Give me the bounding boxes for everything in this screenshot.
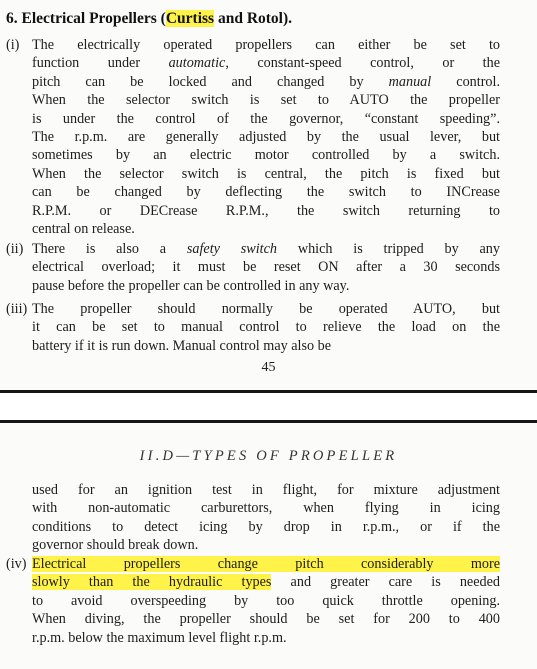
text-line: governor should break down. <box>32 537 199 554</box>
text-line: central on release. <box>32 221 135 238</box>
text-line: used for an ignition test in flight, for mixture adjustment <box>32 482 500 498</box>
text-line: The propeller should normally be operated AUTO, but <box>32 301 500 317</box>
section-title-text: Electrical Propellers (Curtiss and Rotol). <box>21 10 293 27</box>
text-line: it can be set to manual control to relieve the load on the <box>32 319 500 336</box>
paragraph-body <box>32 240 500 295</box>
paragraph-number: (ii) <box>6 241 24 257</box>
paragraph-number: (iv) <box>6 556 27 572</box>
text-line: pause before the propeller can be controlled in any way. <box>32 277 350 294</box>
paragraph-body <box>32 555 500 647</box>
paragraph-body <box>32 300 500 355</box>
paragraph-number: (i) <box>6 37 20 53</box>
paragraph-number: (iii) <box>6 301 28 317</box>
text-line: R.P.M. or DECrease R.P.M., the switch returning to <box>32 202 500 219</box>
text-line: r.p.m. below the maximum level flight r.p.m. <box>32 629 287 646</box>
section-number: 6. <box>6 10 18 27</box>
paragraph-body <box>32 481 500 555</box>
text-line: function under automatic, constant-speed control, or the <box>32 55 500 72</box>
text-line: sometimes by an electric motor controlled by a switch. <box>32 147 500 164</box>
text-line <box>32 555 500 573</box>
text-line: When the selector switch is set to AUTO the propeller <box>32 92 500 109</box>
running-head: II.D—TYPES OF PROPELLER <box>139 448 398 464</box>
text-line: The r.p.m. are generally adjusted by the usual lever, but <box>32 129 500 146</box>
text-line: with non-automatic carburettors, when flying in icing <box>32 500 500 517</box>
highlight-curtiss: Curtiss <box>165 10 215 27</box>
italic-term: automatic <box>168 55 226 72</box>
bottom-page <box>0 420 537 669</box>
text-line: When the selector switch is central, the pitch is fixed but <box>32 165 500 182</box>
italic-term: safety switch <box>186 241 278 257</box>
text-line: conditions to detect icing by drop in r.p.m., or if the <box>32 518 500 535</box>
highlight-electrical-propellers: Electrical propellers change pitch considerably more <box>32 556 500 572</box>
page-separator <box>0 390 537 420</box>
paragraph-body <box>32 36 500 238</box>
text-line: When diving, the propeller should be set for 200 to 400 <box>32 611 500 628</box>
text-line: There is also a safety switch which is tripped by any <box>32 241 500 257</box>
text-line: can be changed by deflecting the switch to INCrease <box>32 184 500 201</box>
text-line: is under the control of the governor, “constant speeding”. <box>32 110 500 127</box>
text-line: electrical overload; it must be reset ON after a 30 seconds <box>32 259 500 276</box>
text-line: to avoid overspeeding by too quick throttle opening. <box>32 592 500 609</box>
highlight-hydraulic-types: slowly than the hydraulic types <box>32 574 272 591</box>
section-title <box>6 9 292 29</box>
italic-term: manual <box>388 73 432 90</box>
text-line: battery if it is run down. Manual control may also be <box>32 337 332 354</box>
text-line: The electrically operated propellers can either be set to <box>32 37 500 53</box>
paragraph-iv-rest <box>32 592 500 647</box>
page-number: 45 <box>261 360 276 375</box>
text-line: slowly than the hydraulic types and greater care is needed <box>32 574 500 591</box>
text-line: pitch can be locked and changed by manual control. <box>32 73 500 90</box>
